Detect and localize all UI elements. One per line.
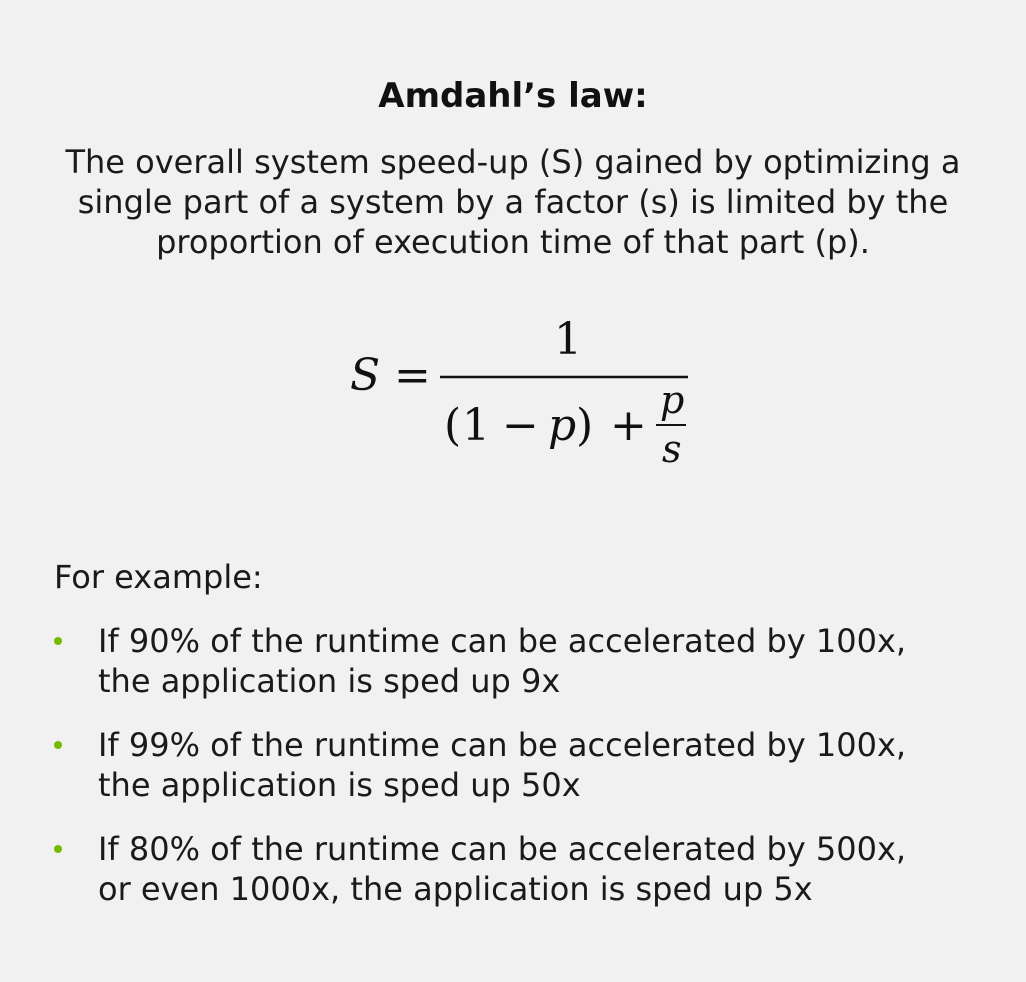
formula-minus: − [502, 400, 539, 451]
formula-paren-close: ) [576, 400, 594, 451]
formula-svg [330, 300, 710, 490]
bullet-line: the application is sped up 50x [98, 766, 581, 804]
bullet-line: or even 1000x, the application is sped up 5x [98, 870, 813, 908]
bullet-text [98, 621, 974, 701]
formula-denom-p: p [548, 400, 577, 451]
formula-lhs: S [350, 350, 381, 401]
formula-small-numerator: p [660, 378, 685, 422]
bullet-dot-icon [54, 637, 62, 645]
slide-title: Amdahl’s law: [378, 76, 648, 116]
intro-line: single part of a system by a factor (s) is limited by the [77, 183, 949, 221]
amdahl-formula [330, 300, 710, 490]
formula-equals: = [394, 350, 431, 401]
bullet-text [98, 829, 974, 909]
intro-line: The overall system speed-up (S) gained by optimizing a [65, 143, 961, 181]
bullet-dot-icon [54, 845, 62, 853]
bullet-line: If 99% of the runtime can be accelerated by 100x, [98, 726, 907, 764]
list-item [54, 621, 974, 701]
bullet-line: If 80% of the runtime can be accelerated by 500x, [98, 830, 907, 868]
list-item [54, 725, 974, 805]
formula-denom-one: 1 [462, 400, 490, 451]
formula-small-denominator: s [662, 427, 682, 471]
intro-line: proportion of execution time of that part (p). [156, 223, 870, 261]
formula-plus: + [610, 400, 647, 451]
example-list [54, 621, 974, 933]
intro-paragraph [40, 142, 986, 262]
bullet-line: If 90% of the runtime can be accelerated by 100x, [98, 622, 907, 660]
bullet-text [98, 725, 974, 805]
example-label: For example: [54, 558, 263, 596]
bullet-dot-icon [54, 741, 62, 749]
bullet-line: the application is sped up 9x [98, 662, 561, 700]
formula-numerator: 1 [554, 314, 582, 365]
formula-paren-open: ( [444, 400, 462, 451]
list-item [54, 829, 974, 909]
